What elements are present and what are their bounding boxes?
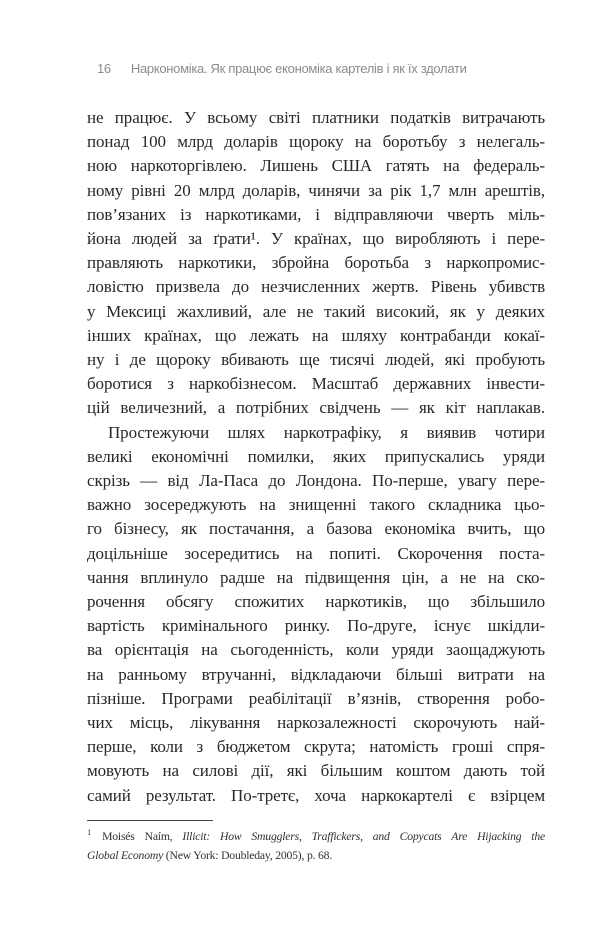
footnote-rule bbox=[87, 820, 213, 821]
text-line: скрізь — від Ла-Паса до Лондона. По-перше, увагу пере- bbox=[87, 471, 545, 491]
footnote-line-1 bbox=[87, 827, 545, 846]
text-line: Простежуючи шлях наркотрафіку, я виявив чотири bbox=[108, 422, 545, 442]
text-line: йона людей за ґрати¹. У країнах, що виробляють і пере- bbox=[87, 229, 545, 249]
text-line: рочення обсягу спожитих наркотиків, що збільшило bbox=[87, 592, 545, 612]
text-line: самий результат. По-третє, хоча наркокартелі є взірцем bbox=[87, 785, 545, 805]
text-line: великі економічні помилки, яких припускались уряди bbox=[87, 446, 545, 466]
text-line: перше, коли з бюджетом скрута; натомість гроші спря- bbox=[87, 737, 545, 757]
text-line: правляють наркотики, збройна боротьба з наркопромис- bbox=[87, 253, 545, 273]
text-line: не працює. У всьому світі платники податків витрачають bbox=[87, 108, 545, 127]
page-header bbox=[97, 60, 560, 77]
footnote-book-title: Illicit: How Smugglers, Traffickers, and Copycats Are Hijacking the bbox=[182, 830, 545, 843]
text-line: на ранньому втручанні, відкладаючи більші витрати на bbox=[87, 664, 545, 684]
text-line: чання вплинуло радше на підвищення цін, а не на ско- bbox=[87, 567, 545, 587]
text-line: ну і де щороку вбивають ще тисячі людей, які пробують bbox=[87, 350, 545, 370]
text-line: ною наркоторгівлею. Лишень США гатять на федераль- bbox=[87, 156, 545, 176]
text-line: ва орієнтація на сьогоденність, коли уряди заощаджують bbox=[87, 640, 545, 660]
text-line: вартість кримінального ринку. По-друге, існує шкідли- bbox=[87, 616, 545, 636]
footnote-marker: 1 bbox=[87, 827, 92, 838]
running-title: Наркономіка. Як працює економіка картелів і як їх здолати bbox=[130, 61, 467, 76]
text-line: у Мексиці жахливий, але не такий високий, як у деяких bbox=[87, 301, 545, 321]
text-line: ловістю призвела до незчисленних жертв. Рівень убивств bbox=[87, 277, 545, 297]
body-text bbox=[87, 106, 545, 808]
footnote-book-title-continued: Global Economy bbox=[87, 849, 164, 862]
footnote-line-2 bbox=[87, 846, 545, 865]
text-line: доцільніше зосередитись на попиті. Скорочення поста- bbox=[87, 543, 545, 563]
footnote bbox=[87, 820, 545, 865]
text-line: цій величезний, а потрібних свідчень — як кіт наплакав. bbox=[87, 398, 545, 418]
paragraph bbox=[87, 421, 545, 808]
text-line: мовують на силові дії, які більшим коштом дають той bbox=[87, 761, 545, 781]
text-line: пов’язаних із наркотиками, і відправляючи чверть міль- bbox=[87, 204, 545, 224]
footnote-citation: (New York: Doubleday, 2005), p. 68. bbox=[163, 849, 333, 862]
text-line: понад 100 млрд доларів щороку на боротьбу з нелегаль- bbox=[87, 132, 545, 152]
footnote-author: Moisés Naím, bbox=[102, 830, 183, 843]
text-line: інших країнах, що лежать на шляху контрабанди кокаї- bbox=[87, 325, 545, 345]
text-line: го бізнесу, як постачання, а базова економіка вчить, що bbox=[87, 519, 545, 539]
text-line: боротися з наркобізнесом. Масштаб державних інвести- bbox=[87, 374, 545, 394]
text-line: пізніше. Програми реабілітації в’язнів, створення робо- bbox=[87, 688, 545, 708]
text-line: ному рівні 20 млрд доларів, чинячи за рік 1,7 млн арештів, bbox=[87, 180, 545, 200]
text-line: важно зосереджують на знищенні такого складника цьо- bbox=[87, 495, 545, 515]
text-line: чих місць, лікування наркозалежності скорочують най- bbox=[87, 713, 545, 733]
page-number: 16 bbox=[97, 61, 111, 76]
paragraph bbox=[87, 106, 545, 421]
